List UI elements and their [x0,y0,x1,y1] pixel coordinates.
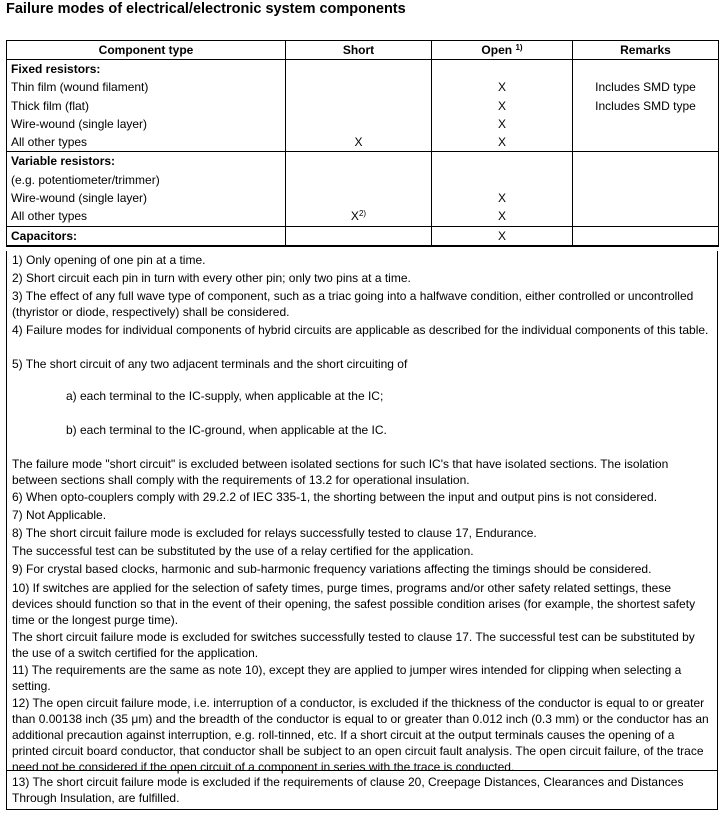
open-cell [432,60,573,152]
note-5b: b) each terminal to the IC-ground, when applicable at the IC. [66,423,387,437]
open-mark: X [497,135,506,150]
note-13-box [7,770,717,809]
component-label: All other types [11,135,88,150]
remarks-cell [573,152,719,226]
note-6: 6) When opto-couplers comply with 29.2.2 of IEC 335-1, the shorting between the input and output pins is not considered. [12,490,658,504]
header-open-footnote: 1) [515,43,523,52]
group-heading: Variable resistors: [11,154,116,169]
short-mark [290,97,427,115]
group-variable-resistors [7,152,719,226]
remark-text: Includes SMD type [595,98,696,113]
header-short: Short [286,41,432,60]
short-cell [286,60,432,152]
component-label: Wire-wound (single layer) [11,191,148,206]
notes-box [6,251,718,810]
note-2: 2) Short circuit each pin in turn with every other pin; only two pins at a time. [12,271,411,285]
page-title: Failure modes of electrical/electronic system components [6,1,406,17]
note-8-continued: The successful test can be substituted by the use of a relay certified for the application. [12,544,474,558]
short-mark [290,78,427,96]
open-mark: X [497,191,506,206]
short-mark [290,115,427,133]
short-mark: X [354,135,363,150]
remark-text: Includes SMD type [595,80,696,95]
component-label: Thin film (wound filament) [11,80,149,95]
group-subheading: (e.g. potentiometer/trimmer) [11,172,160,187]
note-4: 4) Failure modes for individual components of hybrid circuits are applicable as described for the individual components of this table. [12,323,709,337]
note-1: 1) Only opening of one pin at a time. [12,253,206,267]
group-heading: Fixed resistors: [11,62,101,76]
short-cell [286,226,432,246]
open-mark: X [497,98,506,113]
component-cell [7,152,286,226]
remarks-cell [573,60,719,152]
note-7: 7) Not Applicable. [12,508,107,522]
note-11: 11) The requirements are the same as note 10), except they are applied to jumper wires intended for clipping when selecting a setting. [12,663,682,693]
note-3: 3) The effect of any full wave type of component, such as a triac going into a halfwave condition, either controlled or uncontrolled (thyristor or diode, respectively) shall be considered. [12,289,694,319]
header-component-type: Component type [7,41,286,60]
open-cell [432,152,573,226]
open-mark: X [497,80,506,95]
note-5a: a) each terminal to the IC-supply, when applicable at the IC; [66,389,384,403]
short-footnote: 2) [358,209,367,219]
note-13: 13) The short circuit failure mode is excluded if the requirements of clause 20, Creepage Distances, Clearances and Distances Through Insulation, are fulfilled. [12,775,684,805]
open-mark: X [497,209,506,224]
note-5: 5) The short circuit of any two adjacent terminals and the short circuiting of [12,357,408,371]
note-5-continued: The failure mode "short circuit" is excluded between isolated sections for such IC's that have isolated sections. The isolation between sections shall comply with the requirements of 13.2 for operational insulation. [12,457,669,487]
component-label: All other types [11,209,88,224]
component-label: Thick film (flat) [11,98,89,113]
note-10-continued: The short circuit failure mode is excluded for switches successfully tested to clause 17. The successful test can be substituted by the use of a switch certified for the application. [12,630,695,660]
note-12: 12) The open circuit failure mode, i.e. interruption of a conductor, is excluded if the thickness of the conductor is equal to or greater than 0.00138 inch (35 μm) and the breadth of the conductor is equal to or greater than 0.012 inch (0.3 mm) or the conductor has an additional precaution against interruption, e.g. roll-tinned, etc. If a short circuit at the output terminals causes the opening of a printed circuit board conductor, that conductor shall be subject to an open circuit fault analysis. The open circuit failure, of the trace need not be considered if the open circuit of a component in series with the trace is conducted. [12,696,709,774]
table-header-row [7,41,719,60]
header-remarks: Remarks [573,41,719,60]
note-10: 10) If switches are applied for the selection of safety times, purge times, programs and/or other safety related settings, these devices should function so that in the event of their opening, the safest possible condition arises (for example, the shortest safety time or the longest purge time). [12,581,696,627]
open-mark: X [497,116,506,131]
note-8: 8) The short circuit failure mode is excluded for relays successfully tested to clause 17, Endurance. [12,526,537,540]
open-cell: X [432,226,573,246]
short-mark [290,189,427,207]
component-cell [7,60,286,152]
failure-modes-table [6,40,719,247]
remark-text [577,115,714,133]
remark-text [577,133,714,151]
short-mark: $X^{2)}$ [350,209,367,224]
component-cell [7,226,286,246]
component-label: Wire-wound (single layer) [11,116,148,131]
note-9: 9) For crystal based clocks, harmonic and sub-harmonic frequency variations affecting the timings should be considered. [12,562,652,576]
group-heading: Capacitors: [11,228,78,243]
short-cell [286,152,432,226]
header-open: Open $^{1)}$ [432,41,573,60]
group-capacitors [7,226,719,246]
group-fixed-resistors [7,60,719,152]
remarks-cell [573,226,719,246]
